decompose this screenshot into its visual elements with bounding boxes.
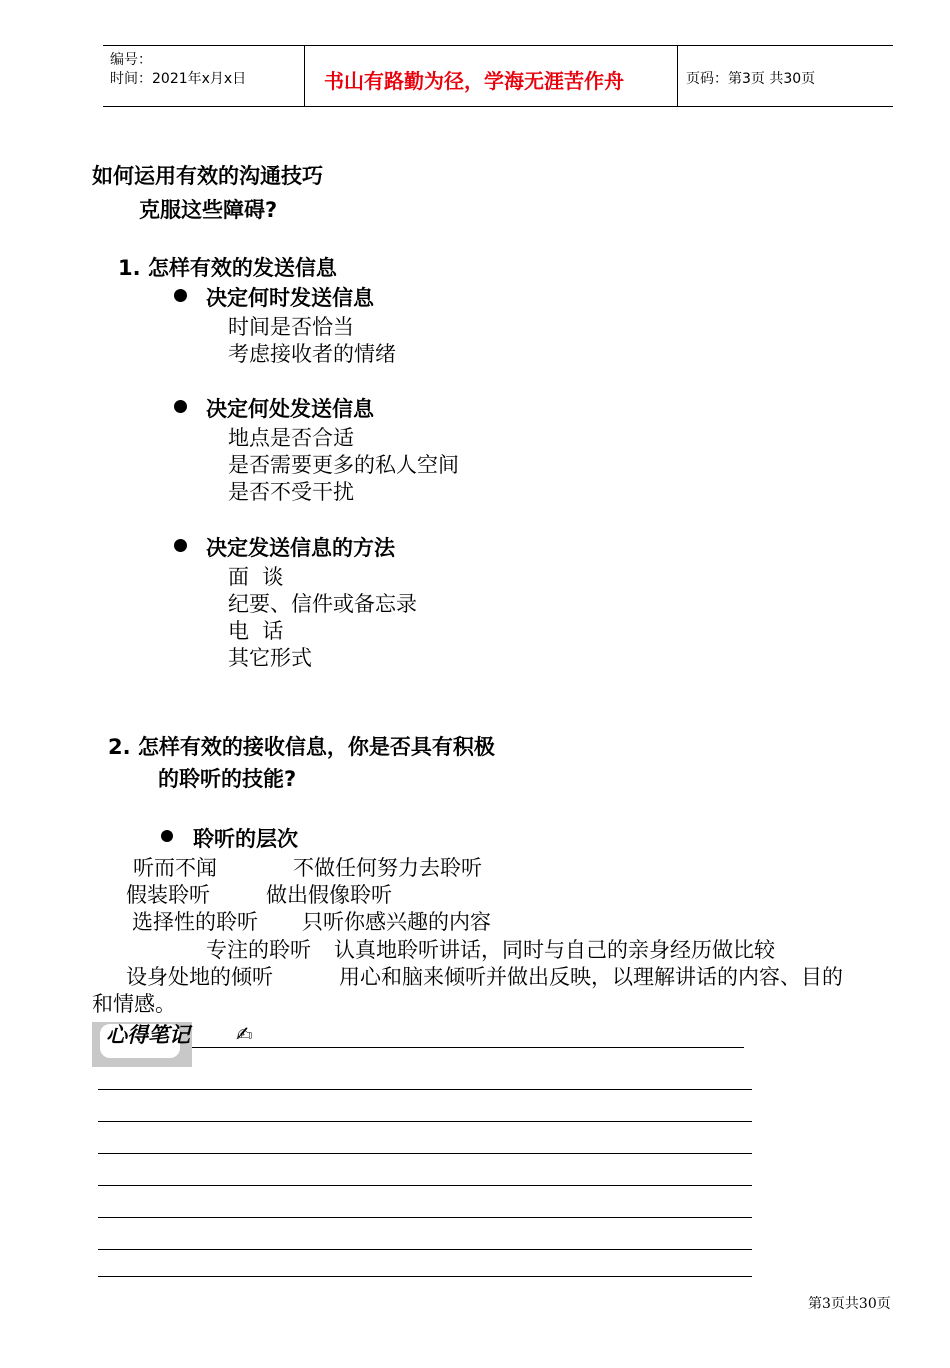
group2-item: 是否需要更多的私人空间 [228,453,459,477]
section2-title-line1: 2. 怎样有效的接收信息，你是否具有积极 [108,735,495,759]
header-divider-left [304,45,305,107]
level-desc: 认真地聆听讲话，同时与自己的亲身经历做比较 [334,938,775,962]
group3-item: 纪要、信件或备忘录 [228,592,417,616]
header-number-label: 编号： [110,52,152,68]
bullet-icon [174,289,187,302]
level-name: 假装聆听 [126,883,210,907]
group2-heading: 决定何处发送信息 [206,397,374,421]
header-motto: 书山有路勤为径，学海无涯苦作舟 [324,69,624,93]
section1-title: 1. 怎样有效的发送信息 [118,256,337,280]
section2-title-line2: 的聆听的技能? [158,767,297,791]
header-page-label: 页码：第3页 共30页 [686,71,816,87]
notes-line[interactable] [98,1153,752,1154]
notes-line[interactable] [98,1276,752,1277]
notes-line[interactable] [98,1217,752,1218]
level-desc: 不做任何努力去聆听 [293,856,482,880]
level-desc-continuation: 和情感。 [92,992,176,1016]
group1-heading: 决定何时发送信息 [206,286,374,310]
level-desc: 只听你感兴趣的内容 [302,910,491,934]
notes-line[interactable] [192,1047,744,1048]
page-footer: 第3页共30页 [808,1296,891,1312]
intro-heading-line1: 如何运用有效的沟通技巧 [92,164,323,188]
notes-line[interactable] [98,1121,752,1122]
group3-item: 其它形式 [228,646,312,670]
pen-icon: ✍ [236,1022,253,1046]
level-name: 专注的聆听 [206,938,311,962]
notes-line[interactable] [98,1249,752,1250]
group2-item: 地点是否合适 [228,426,354,450]
notes-title: 心得笔记 [106,1023,190,1047]
level-name: 设身处地的倾听 [126,965,273,989]
group3-item: 面 谈 [228,565,284,589]
header-time-label: 时间：2021年x月x日 [110,71,247,87]
bullet-icon [161,830,173,842]
bullet-icon [174,400,187,413]
notes-line[interactable] [98,1089,752,1090]
group1-item: 时间是否恰当 [228,315,354,339]
level-desc: 做出假像聆听 [266,883,392,907]
listening-levels-heading: 聆听的层次 [193,827,298,851]
group1-item: 考虑接收者的情绪 [228,342,396,366]
level-name: 选择性的聆听 [132,910,258,934]
header-top-rule [103,45,893,46]
level-desc: 用心和脑来倾听并做出反映，以理解讲话的内容、目的 [339,965,843,989]
header-bottom-rule [103,106,893,107]
group3-heading: 决定发送信息的方法 [206,536,395,560]
level-name: 听而不闻 [133,856,217,880]
intro-heading-line2: 克服这些障碍? [139,198,278,222]
header-divider-right [677,45,678,107]
bullet-icon [174,539,187,552]
notes-line[interactable] [98,1185,752,1186]
group2-item: 是否不受干扰 [228,480,354,504]
group3-item: 电 话 [228,619,284,643]
